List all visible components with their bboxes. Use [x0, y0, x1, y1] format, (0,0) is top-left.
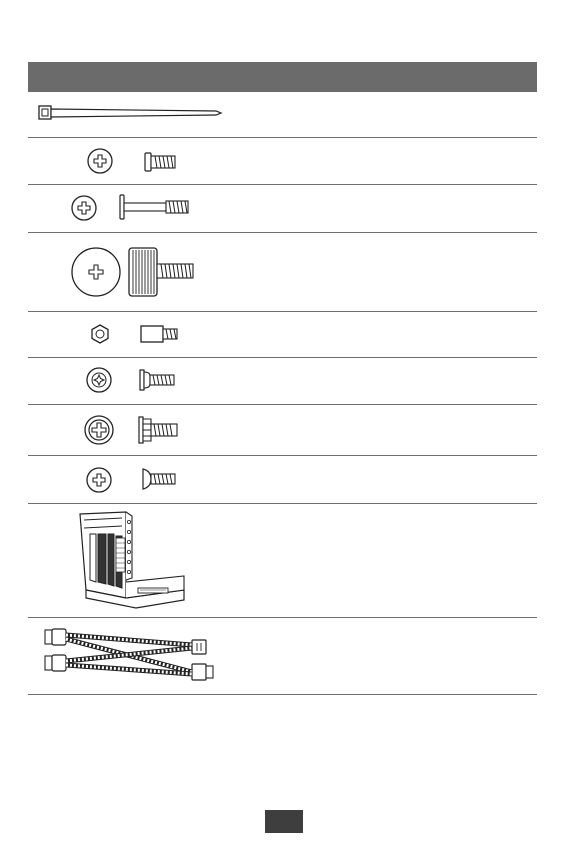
row-divider: [28, 455, 537, 456]
row-divider: [28, 311, 537, 312]
thumbscrew-icon: [128, 246, 196, 298]
page-number-tab: [265, 810, 303, 833]
phillips-head-icon: [71, 195, 97, 221]
table-header-bar: [28, 62, 537, 92]
row-divider: [28, 137, 537, 138]
phillips-head-icon: [87, 148, 113, 174]
row-divider: [28, 694, 537, 695]
fan-splitter-cable-icon: [44, 628, 216, 690]
phillips-head-icon: [86, 467, 112, 493]
pan-head-screw-icon: [140, 467, 178, 491]
row-divider: [28, 503, 537, 504]
thumbscrew-head-icon: [71, 247, 121, 297]
standoff-icon: [140, 324, 180, 344]
row-divider: [28, 357, 537, 358]
washer-head-icon: [86, 367, 112, 393]
row-divider: [28, 184, 537, 185]
washer-screw-icon: [139, 369, 177, 391]
flange-screw-icon: [138, 416, 180, 444]
cable-tie-icon: [38, 104, 224, 124]
row-divider: [28, 404, 537, 405]
row-divider: [28, 617, 537, 618]
row-divider: [28, 232, 537, 233]
flange-head-icon: [84, 415, 114, 445]
long-screw-icon: [119, 194, 191, 220]
hex-nut-icon: [90, 324, 110, 344]
gpu-bracket-icon: [76, 510, 188, 610]
small-screw-icon: [144, 152, 178, 172]
